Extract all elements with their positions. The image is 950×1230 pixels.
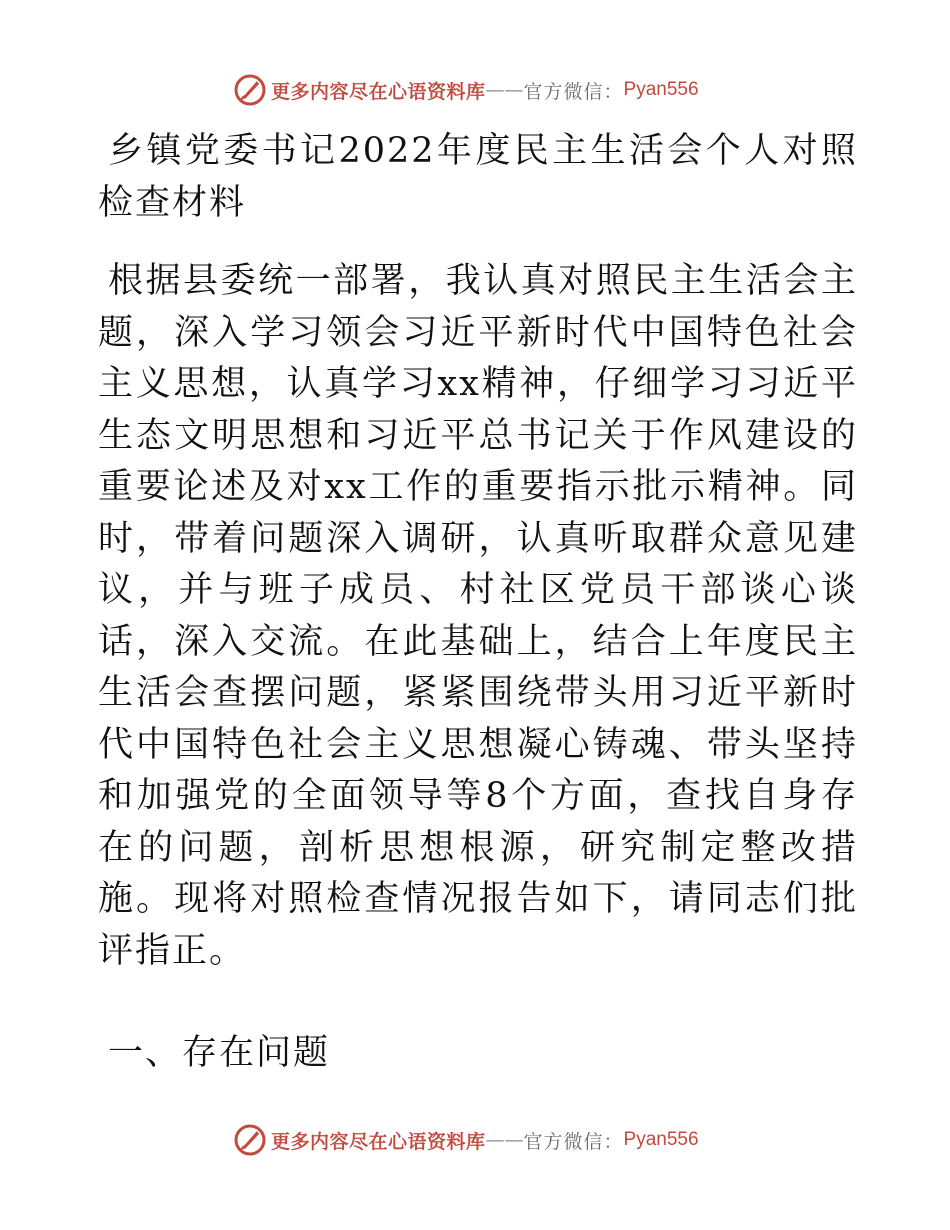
feather-pen-logo-icon xyxy=(233,1123,267,1157)
body-paragraph: 根据县委统一部署，我认真对照民主生活会主题，深入学习领会习近平新时代中国特色社会主义思想，认真学习xx精神，仔细学习习近平生态文明思想和习近平总书记关于作风建设的重要论述及对xx工作的重要指示批示精神。同时，带着问题深入调研，认真听取群众意见建议，并与班子成员、村社区党员干部谈心谈话，深入交流。在此基础上，结合上年度民主生活会查摆问题，紧紧围绕带头用习近平新时代中国特色社会主义思想凝心铸魂、带头坚持和加强党的全面领导等8个方面，查找自身存在的问题，剖析思想根源，研究制定整改措施。现将对照检查情况报告如下，请同志们批评指正。 xyxy=(98,261,858,971)
watermark-site-name: 更多内容尽在心语资料库 xyxy=(271,1130,486,1153)
watermark-dash: —— xyxy=(485,79,524,101)
watermark-wechat-id: Pyan556 xyxy=(623,79,699,100)
watermark-wechat-label: 官方微信： xyxy=(523,80,624,103)
feather-pen-logo-icon xyxy=(233,73,267,107)
watermark-site-name: 更多内容尽在心语资料库 xyxy=(271,80,486,103)
document-title: 乡镇党委书记2022年度民主生活会个人对照检查材料 xyxy=(98,131,858,223)
watermark-wechat-id: Pyan556 xyxy=(623,1129,699,1150)
watermark-wechat-label: 官方微信： xyxy=(523,1130,624,1153)
section-heading: 一、存在问题 xyxy=(108,1033,331,1073)
watermark-dash: —— xyxy=(485,1129,524,1151)
watermark-banner-bottom xyxy=(233,1122,699,1158)
watermark-banner-top xyxy=(233,72,699,108)
